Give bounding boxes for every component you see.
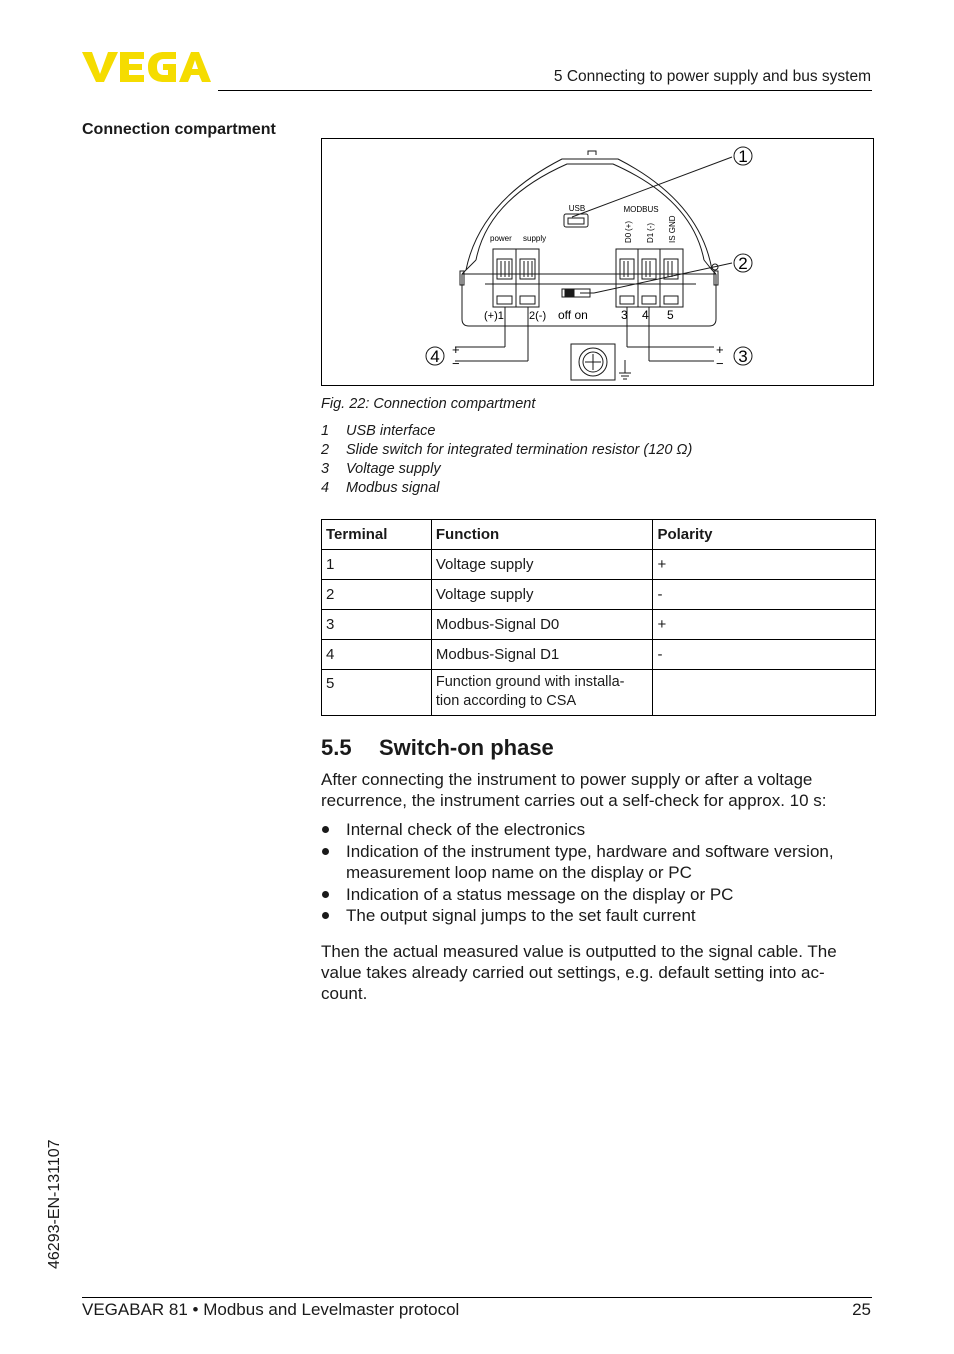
minus-right: − — [716, 356, 724, 371]
column-header: Function — [431, 520, 653, 550]
section-heading: 5.5 Switch-on phase — [321, 735, 554, 760]
bullet-dot — [322, 826, 329, 833]
column-header: Polarity — [653, 520, 876, 550]
terminal-cell: 2 — [322, 580, 432, 610]
intro-paragraph: After connecting the instrument to power supply or after a voltage recurrence, the instrument carries out a self-check for approx. 10 s: — [321, 770, 827, 810]
header-section-title: 5 Connecting to power supply and bus system — [553, 68, 871, 85]
list-item: Indication of a status message on the display or PC — [321, 884, 873, 906]
polarity-cell: - — [653, 580, 876, 610]
polarity-cell: - — [653, 640, 876, 670]
callout-2: 2 — [738, 254, 748, 273]
function-cell: Modbus-Signal D1 — [431, 640, 653, 670]
vega-logo — [82, 50, 212, 84]
callout-4: 4 — [430, 347, 440, 366]
d0-label: D0 — [624, 232, 633, 243]
switch-label: off on — [558, 308, 588, 322]
terminal-2-label: 2(-) — [529, 310, 547, 322]
supply-label: supply — [523, 234, 547, 243]
function-cell: Voltage supply — [431, 550, 653, 580]
terminal-cell: 1 — [322, 550, 432, 580]
page-number: 25 — [852, 1300, 871, 1319]
minus-left: − — [452, 356, 460, 371]
polarity-cell: + — [653, 550, 876, 580]
legend-item: 1 USB interface — [321, 423, 436, 439]
terminal-3-label: 3 — [621, 308, 628, 322]
connection-compartment-figure — [321, 138, 874, 386]
legend-item: 3 Voltage supply — [321, 461, 441, 477]
column-header: Terminal — [322, 520, 432, 550]
power-label: power — [490, 234, 512, 243]
plus-left: + — [452, 342, 460, 357]
margin-label: Connection compartment — [82, 121, 276, 138]
terminal-table — [321, 519, 876, 716]
header-rule — [218, 90, 872, 91]
table-header-row — [322, 520, 876, 550]
legend-item: 2 Slide switch for integrated termination resistor (120 Ω) — [321, 442, 693, 458]
terminal-5-label: 5 — [667, 308, 674, 322]
d1-label: D1 — [646, 232, 655, 243]
self-check-list — [321, 819, 873, 927]
terminal-4-label: 4 — [642, 308, 649, 322]
modbus-label: MODBUS — [623, 205, 659, 214]
terminal-1-label: (+)1 — [484, 310, 504, 322]
bullet-dot — [322, 848, 329, 855]
isgnd-label: IS GND — [668, 215, 677, 243]
footer-product: VEGABAR 81 • Modbus and Levelmaster protocol — [82, 1300, 460, 1319]
usb-label: USB — [568, 204, 586, 213]
table-row — [322, 550, 876, 580]
figure-legend — [321, 422, 692, 498]
function-cell: Voltage supply — [431, 580, 653, 610]
bullet-dot — [322, 891, 329, 898]
terminal-cell: 3 — [322, 610, 432, 640]
connection-compartment-diagram — [322, 139, 873, 385]
function-cell: Modbus-Signal D0 — [431, 610, 653, 640]
table-row — [322, 580, 876, 610]
terminal-cell: 4 — [322, 640, 432, 670]
callout-1: 1 — [738, 147, 748, 166]
list-item: Indication of the instrument type, hardware and software version, measurement loop name on the display or PC — [321, 841, 873, 884]
table-row — [322, 670, 876, 716]
document-number: 46293-EN-131107 — [46, 1139, 63, 1269]
outro-paragraph: Then the actual measured value is outputted to the signal cable. The value takes already carried out settings, e.g. default setting into ac- count. — [321, 942, 837, 1003]
legend-item: 4 Modbus signal — [321, 480, 440, 496]
table-row — [322, 610, 876, 640]
function-cell: Function ground with installa- tion according to CSA — [431, 670, 653, 716]
callout-3: 3 — [738, 347, 748, 366]
polarity-cell — [653, 670, 876, 716]
table-row — [322, 640, 876, 670]
list-item: Internal check of the electronics — [321, 819, 873, 841]
terminal-cell: 5 — [322, 670, 432, 716]
polarity-cell: + — [653, 610, 876, 640]
figure-caption: Fig. 22: Connection compartment — [321, 396, 536, 412]
footer-rule — [82, 1297, 872, 1298]
d1-sign-label: (-) — [646, 223, 655, 231]
list-item: The output signal jumps to the set fault current — [321, 905, 873, 927]
d0-sign-label: (+) — [624, 221, 633, 231]
plus-right: + — [716, 342, 724, 357]
bullet-dot — [322, 912, 329, 919]
